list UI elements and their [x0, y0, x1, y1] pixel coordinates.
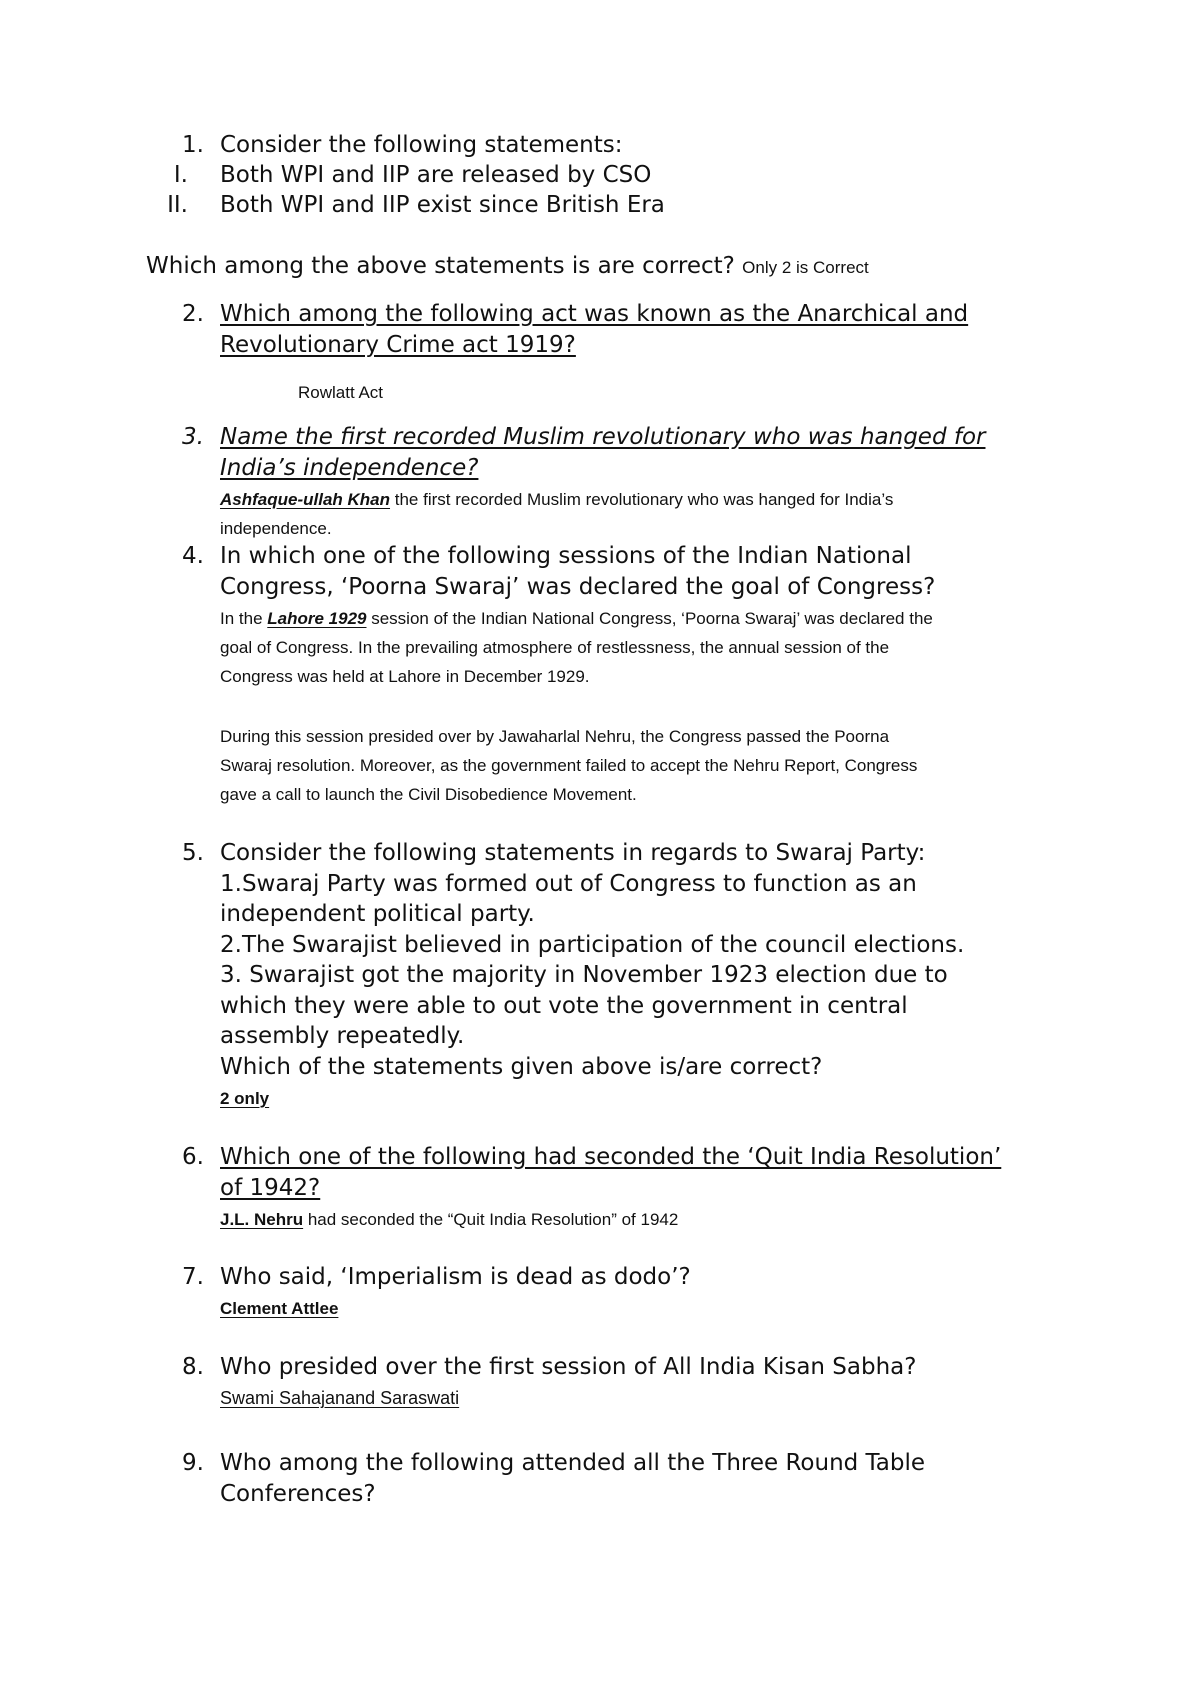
q4-paragraph-2-line-1: During this session presided over by Jawaharlal Nehru, the Congress passed the Poorna [220, 727, 890, 746]
q2-line-2: Revolutionary Crime act 1919? [220, 332, 576, 358]
q1-statement-2: Both WPI and IIP exist since British Era [220, 192, 665, 218]
q4-answer-line-2: goal of Congress. In the prevailing atmosphere of restlessness, the annual session of the [220, 638, 890, 657]
q5-line-8: Which of the statements given above is/are correct? [220, 1054, 823, 1080]
q4-paragraph-2-line-2: Swaraj resolution. Moreover, as the government failed to accept the Nehru Report, Congress [220, 756, 918, 775]
q8-answer: Swami Sahajanand Saraswati [220, 1388, 460, 1408]
q1-stem: Consider the following statements: [220, 132, 623, 158]
q1-statement-1-label: I. [173, 162, 188, 188]
q1-question-text: Which among the above statements is are correct? [146, 253, 735, 279]
q6-answer-name: J.L. Nehru [220, 1210, 304, 1229]
q3-line-2: India’s independence? [220, 455, 479, 481]
q3-line-1: Name the first recorded Muslim revolutionary who was hanged for [220, 424, 986, 450]
q4-answer-rest: session of the Indian National Congress, ‘Poorna Swaraj’ was declared the [366, 609, 933, 628]
q5-line-6: which they were able to out vote the government in central [220, 993, 908, 1019]
q9-line-1: Who among the following attended all the Three Round Table [220, 1450, 926, 1476]
q5-answer: 2 only [220, 1089, 270, 1108]
q4-answer-pre: In the [220, 609, 268, 628]
q5-line-4: 2.The Swarajist believed in participation of the council elections. [220, 932, 965, 958]
q5-line-2: 1.Swaraj Party was formed out of Congress to function as an [220, 871, 917, 897]
q3-answer-rest: the first recorded Muslim revolutionary who was hanged for India’s [390, 490, 894, 509]
q6-answer [220, 1205, 678, 1234]
q8-number: 8. [182, 1354, 204, 1380]
q3-number: 3. [182, 424, 204, 450]
q3-answer-line-1 [220, 485, 893, 514]
q6-answer-rest: had seconded the “Quit India Resolution” of 1942 [303, 1210, 679, 1229]
q7-answer: Clement Attlee [220, 1299, 339, 1318]
q7-number: 7. [182, 1264, 204, 1290]
q5-line-3: independent political party. [220, 901, 535, 927]
q4-line-1: In which one of the following sessions of the Indian National [220, 543, 912, 569]
q5-number: 5. [182, 840, 204, 866]
q2-line-1: Which among the following act was known as the Anarchical and [220, 301, 969, 327]
q1-statement-2-label: II. [167, 192, 188, 218]
q4-answer-line-3: Congress was held at Lahore in December 1929. [220, 667, 590, 686]
q6-line-2: of 1942? [220, 1175, 321, 1201]
q4-paragraph-2-line-3: gave a call to launch the Civil Disobedience Movement. [220, 785, 637, 804]
q9-number: 9. [182, 1450, 204, 1476]
q4-line-2: Congress, ‘Poorna Swaraj’ was declared the goal of Congress? [220, 574, 936, 600]
q5-line-1: Consider the following statements in regards to Swaraj Party: [220, 840, 926, 866]
q4-answer-name: Lahore 1929 [267, 609, 367, 628]
q9-line-2: Conferences? [220, 1481, 376, 1507]
q8-line: Who presided over the first session of All India Kisan Sabha? [220, 1354, 917, 1380]
q7-line: Who said, ‘Imperialism is dead as dodo’? [220, 1264, 691, 1290]
q3-answer-name: Ashfaque-ullah Khan [220, 490, 391, 509]
q1-statement-1: Both WPI and IIP are released by CSO [220, 162, 652, 188]
q1-answer: Only 2 is Correct [742, 258, 869, 277]
q6-line-1: Which one of the following had seconded the ‘Quit India Resolution’ [220, 1144, 1002, 1170]
q1-number: 1. [182, 132, 204, 158]
q2-number: 2. [182, 301, 204, 327]
q2-answer: Rowlatt Act [298, 383, 384, 402]
q4-number: 4. [182, 543, 204, 569]
q4-answer-line-1 [220, 604, 933, 633]
q5-line-5: 3. Swarajist got the majority in November 1923 election due to [220, 962, 948, 988]
q3-answer-line-2: independence. [220, 519, 332, 538]
q6-number: 6. [182, 1144, 204, 1170]
q1-question [146, 251, 869, 282]
q5-line-7: assembly repeatedly. [220, 1023, 465, 1049]
